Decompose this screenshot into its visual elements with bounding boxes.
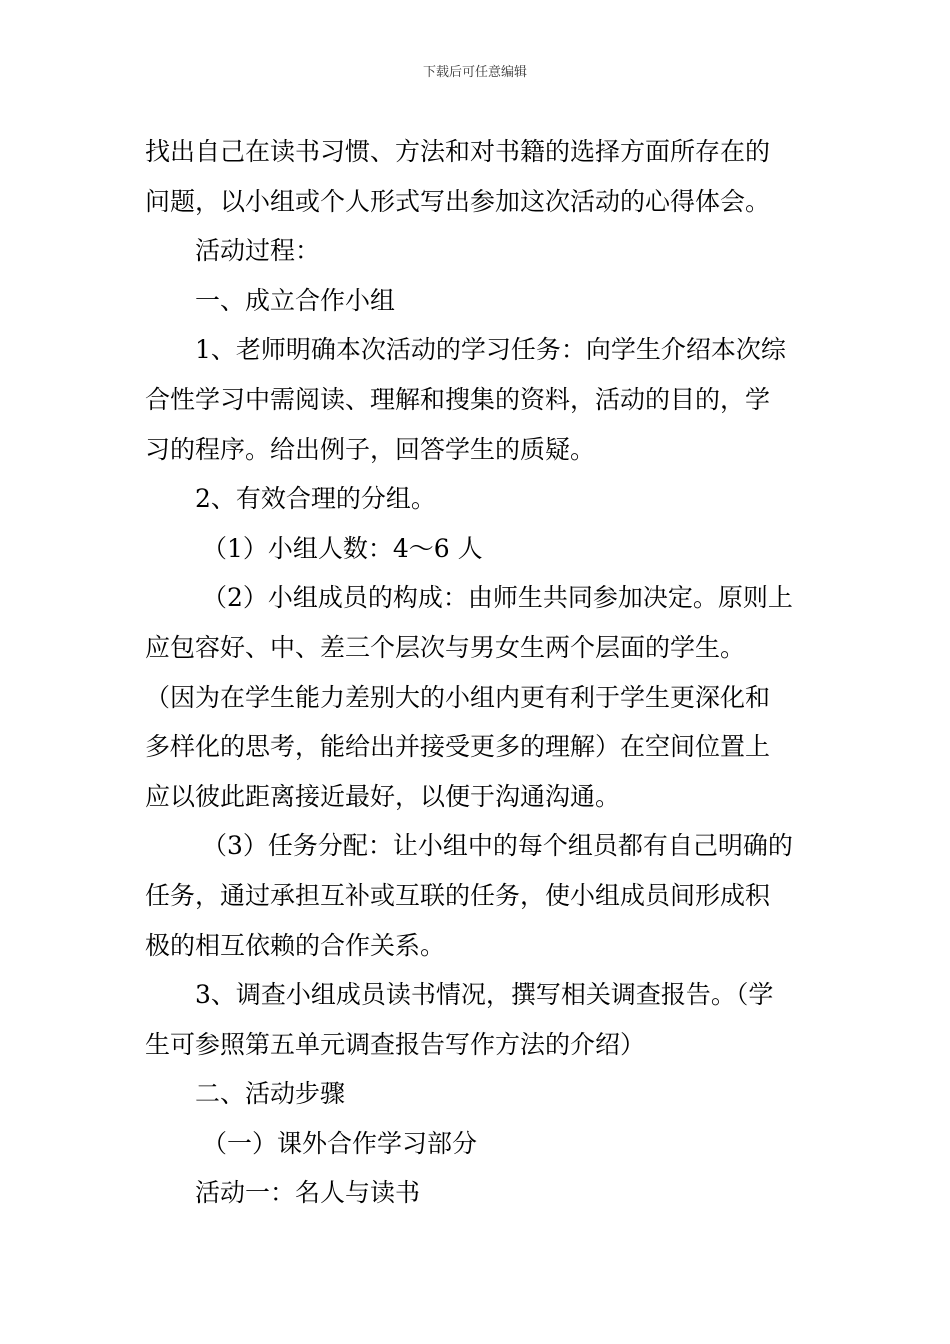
paragraph-line: 生可参照第五单元调查报告写作方法的介绍） (145, 1029, 646, 1059)
paragraph-line: 问题，以小组或个人形式写出参加这次活动的心得体会。 (145, 186, 771, 216)
paragraph-line: （1）小组人数：4～6 人 (202, 533, 483, 563)
section-heading: 活动一：名人与读书 (195, 1178, 421, 1208)
section-heading: 二、活动步骤 (195, 1079, 346, 1109)
paragraph-line: （因为在学生能力差别大的小组内更有利于学生更深化和 (145, 682, 771, 712)
paragraph-line: （3）任务分配：让小组中的每个组员都有自己明确的 (202, 831, 793, 861)
paragraph-line: 合性学习中需阅读、理解和搜集的资料，活动的目的，学 (145, 384, 771, 414)
paragraph-line: 2、有效合理的分组。 (195, 484, 436, 514)
paragraph-line: 多样化的思考，能给出并接受更多的理解）在空间位置上 (145, 732, 771, 762)
paragraph-line: 找出自己在读书习惯、方法和对书籍的选择方面所存在的 (145, 137, 771, 166)
paragraph-line: 3、调查小组成员读书情况，撰写相关调查报告。（学 (195, 980, 774, 1010)
paragraph-line: 应以彼此距离接近最好，以便于沟通沟通。 (145, 781, 621, 811)
section-heading: （一）课外合作学习部分 (202, 1128, 478, 1158)
section-heading: 活动过程： (195, 236, 321, 266)
paragraph-line: 习的程序。给出例子，回答学生的质疑。 (145, 434, 596, 464)
page-header-note: 下载后可任意编辑 (422, 65, 527, 80)
paragraph-line: 极的相互依赖的合作关系。 (145, 930, 446, 960)
paragraph-line: 1、老师明确本次活动的学习任务：向学生介绍本次综 (195, 335, 786, 365)
section-heading: 一、成立合作小组 (195, 285, 396, 315)
paragraph-line: （2）小组成员的构成：由师生共同参加决定。原则上 (202, 583, 793, 613)
paragraph-line: 任务，通过承担互补或互联的任务，使小组成员间形成积 (145, 880, 771, 910)
document-body (145, 127, 810, 1218)
paragraph-line: 应包容好、中、差三个层次与男女生两个层面的学生。 (145, 632, 746, 662)
